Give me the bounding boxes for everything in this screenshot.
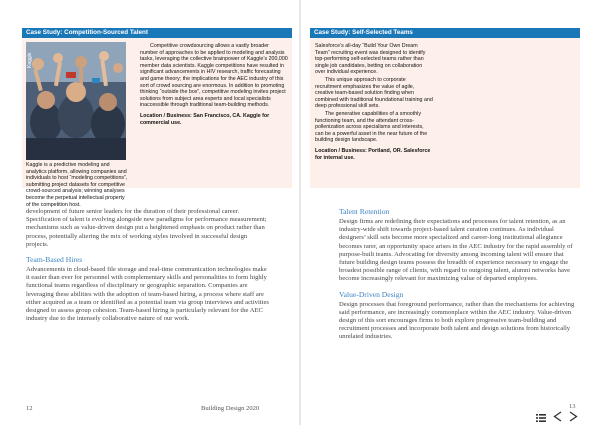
case-study-text: [140, 43, 288, 127]
case-study-location: Location / Business: San Francisco, CA. Kaggle for commercial use.: [140, 112, 270, 126]
chevron-left-icon[interactable]: [553, 409, 562, 427]
page-navigation: [536, 409, 578, 427]
case-study-location: Location / Business: Portland, OR. Salesforce for internal use.: [315, 147, 431, 161]
intro-paragraph: development of future senior leaders for the duration of their professional career. Specification of talent is evolving alongside new paradigms for performance measurement; mechanisms such as value-driven design put a heightened emphasis on product rather than process, potentially altering the mix of working styles involved in successful design projects.: [26, 208, 267, 248]
case-study-paragraph-3: The generative capabilities of a smoothly functioning team, and the attendant cross-pollenization across specialisms and interests, can be a powerful asset in the near future of the building design landscape.: [315, 110, 428, 144]
talent-retention-paragraph: Design firms are redefining their expectations and processes for talent retention, as an industry-wide shift towards project-based talent curation continues. As individual designers’ skill sets become more specialized and career-long institutional allegiance becomes rarer, an opportunity space arises in the AEC industry for the rapid assembly of purpose-built teams. Advocating for diversity among incoming talent will ensure that future building design teams possess the breadth of experience necessary to engage the broadest possible range of clients, with regard to outgoing talent, alumni networks have become increasingly relevant for maximizing value of departed employees.: [339, 218, 573, 283]
crowd-photo: [26, 42, 126, 160]
crowd-photo-art: [26, 42, 126, 160]
kaggle-caption: Kaggle is a predictive modeling and analytics platform, allowing companies and individuals to host “modeling competitions”, submitting project datasets for competitive crowd-sourced analysis; winning analyses become the perpetual intellectual property of the competition host.: [26, 162, 128, 208]
running-title: Building Design 2020: [201, 405, 260, 412]
left-body-text: [26, 208, 270, 329]
chevron-right-icon[interactable]: [569, 409, 578, 427]
page-number-left: 12: [26, 405, 33, 412]
section-heading-team-based-hires: Team-Based Hires: [26, 255, 83, 265]
case-study-title: Case Study: Competition-Sourced Talent: [22, 28, 292, 38]
right-body-text: [339, 207, 579, 348]
case-study-box-competition: [22, 28, 292, 208]
case-study-text-col1: [315, 43, 433, 162]
case-study-paragraph: Competitive crowdsourcing allows a vastly broader number of approaches to be applied to modeling and analysis tasks, leveraging the collective brainpower of Kaggle’s 200,000 member data scientists. Kaggle competitions have resulted in significant advancements in HIV research, traffic forecasting and game theory; the implications for the AEC industry of this sort of crowd sourcing are enormous. In addition to promoting thinking “outside the box”, competitive modeling invites project solutions from subject area experts and local specialists inaccessible through traditional team-building methods.: [140, 43, 288, 109]
page-number-right: 13: [569, 403, 576, 410]
photo-label: Kaggle: [27, 52, 33, 68]
case-study-paragraph-2: This unique approach to corporate recruitment emphasizes the value of agile, creative team-based solution finding when combined with traditional foundational training and deep professional skill sets.: [315, 76, 433, 110]
section-heading-value-driven-design: Value-Driven Design: [339, 289, 404, 299]
menu-lines-icon[interactable]: [536, 409, 546, 427]
section-heading-talent-retention: Talent Retention: [339, 207, 390, 216]
right-page: [301, 0, 600, 425]
team-based-hires-paragraph: Advancements in cloud-based file storage and real-time communication technologies make it easier than ever for personnel with complementary skills and personalities to form highly functional teams regardless of disciplinary or geographic separation. Companies are leveraging these abilities with the adoption of team-based hiring, a process where staff are either acquired as a team or identified as a potential team via group interviews and activities designed to assess group cohesion. Team-based hiring is particularly relevant for the AEC industry due to the intensely collaborative nature of our work.: [26, 266, 269, 323]
case-study-title: Case Study: Self-Selected Teams: [310, 28, 580, 38]
value-driven-design-paragraph: Design processes that foreground performance, rather than the mechanisms for achieving said performance, are increasingly commonplace within the AEC industry. Value-driven design of this sort encourages firms to both explore progressive team-building and recruitment processes and incorporate both talent and design solutions from historically unrelated industries.: [339, 300, 575, 341]
case-study-box-self-selected: [310, 28, 580, 188]
case-study-paragraph-1: Salesforce’s all-day “Build Your Own Dream Team” recruiting event was designed to identify top-performing self-selected teams rather than single job candidates, betting on collaboration over individual experience.: [315, 43, 426, 76]
left-page: [0, 0, 299, 425]
